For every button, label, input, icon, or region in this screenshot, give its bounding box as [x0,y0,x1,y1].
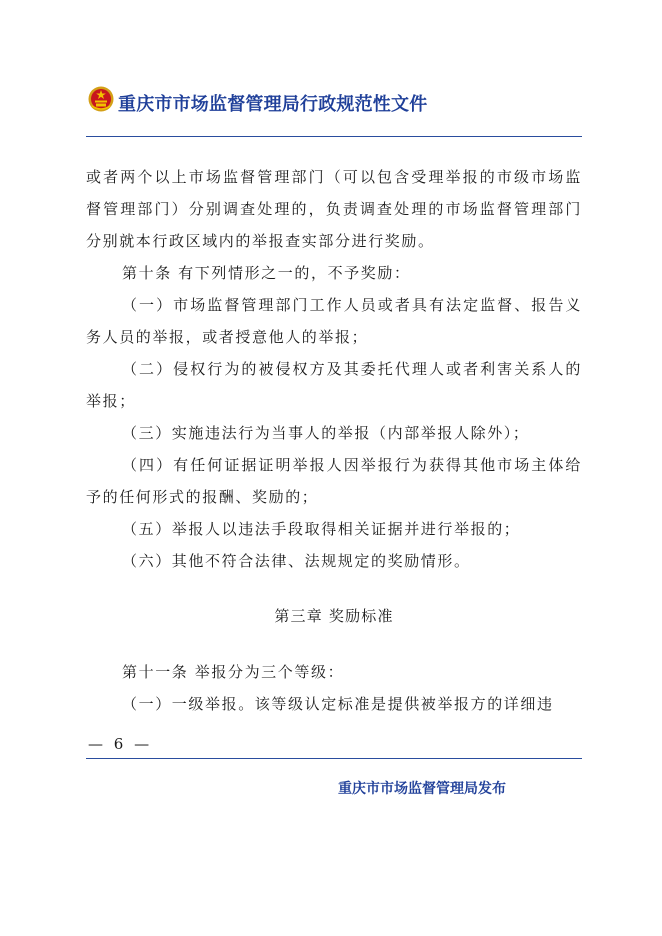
chapter-3-heading: 第三章 奖励标准 [274,607,394,625]
article-10-item-6: （六）其他不符合法律、法规规定的奖励情形。 [122,552,471,570]
header-title: 重庆市市场监督管理局行政规范性文件 [118,94,428,115]
document-header [86,84,582,140]
article-10-item-3: （三）实施违法行为当事人的举报（内部举报人除外）； [122,424,530,442]
article-11-heading: 第十一条 举报分为三个等级： [122,663,345,681]
article-10-item-5: （五）举报人以违法手段取得相关证据并进行举报的； [122,520,521,538]
header-divider [86,136,582,137]
page-number: — 6 — [88,735,153,753]
article-10-item-4: （四）有任何证据证明举报人因举报行为获得其他市场主体给予的任何形式的报酬、奖励的； [86,456,582,506]
paragraph-continuation: 或者两个以上市场监督管理部门（可以包含受理举报的市级市场监督管理部门）分别调查处理的，负责调查处理的市场监督管理部门分别就本行政区域内的举报查实部分进行奖励。 [86,168,582,250]
footer-divider [86,758,582,759]
article-10-item-2: （二）侵权行为的被侵权方及其委托代理人或者利害关系人的举报； [86,360,582,410]
article-11-level-1: （一）一级举报。该等级认定标准是提供被举报方的详细违 [122,695,554,713]
article-10-heading: 第十条 有下列情形之一的，不予奖励： [122,264,411,282]
footer-publisher: 重庆市市场监督管理局发布 [338,781,506,797]
national-emblem-icon [88,86,114,112]
document-body [86,161,582,720]
article-10-item-1: （一）市场监督管理部门工作人员或者具有法定监督、报告义务人员的举报，或者授意他人的举报； [86,296,582,346]
